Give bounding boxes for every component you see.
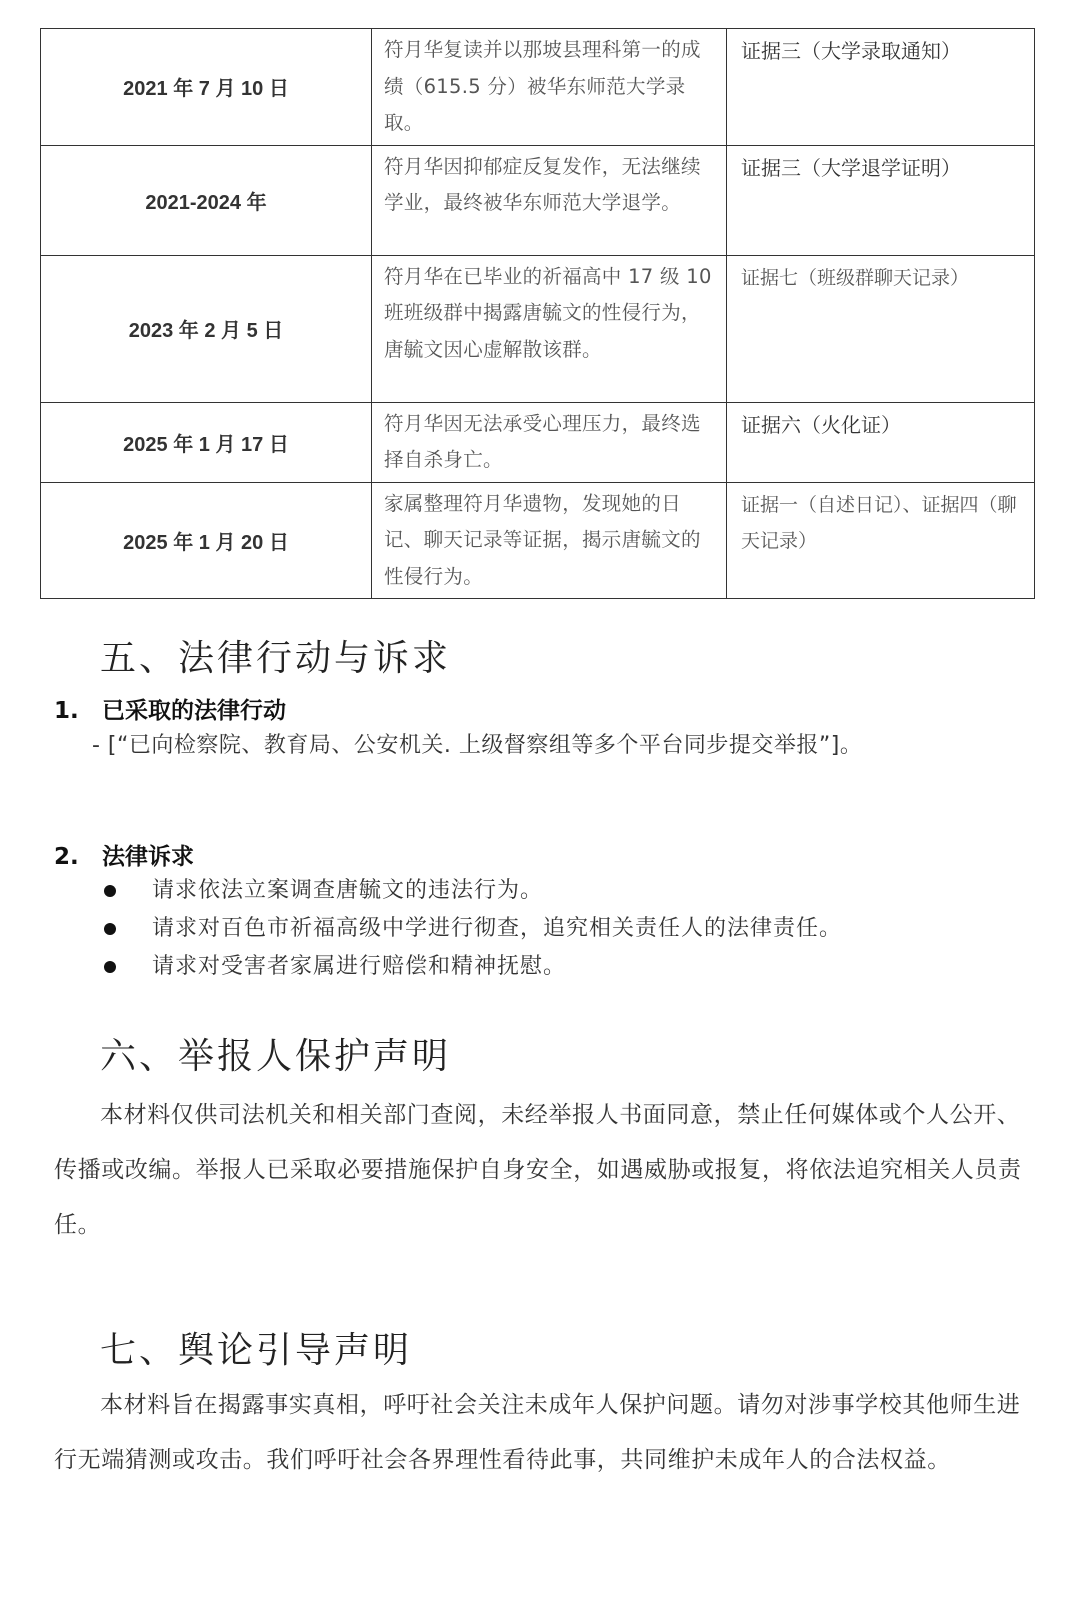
evidence-cell: 证据七（班级群聊天记录）	[727, 255, 1035, 402]
subheading-number: 2.	[54, 844, 79, 870]
subheading-number: 1.	[54, 698, 79, 724]
evidence-cell: 证据三（大学录取通知）	[727, 29, 1035, 146]
section-heading: 六、举报人保护声明	[100, 1036, 452, 1077]
section-heading: 五、法律行动与诉求	[100, 638, 452, 679]
section-heading: 七、舆论引导声明	[100, 1330, 413, 1371]
event-cell: 符月华在已毕业的祈福高中 17 级 10 班班级群中揭露唐毓文的性侵行为，唐毓文因心虚解散该群。	[372, 255, 727, 402]
evidence-cell: 证据三（大学退学证明）	[727, 145, 1035, 255]
event-cell: 符月华因抑郁症反复发作，无法继续学业，最终被华东师范大学退学。	[372, 145, 727, 255]
bullet-icon	[104, 885, 116, 897]
event-cell: 符月华因无法承受心理压力，最终选择自杀身亡。	[372, 402, 727, 482]
guidance-statement: 本材料旨在揭露事实真相，呼吁社会关注未成年人保护问题。请勿对涉事学校其他师生进行无端猜测或攻击。我们呼吁社会各界理性看待此事，共同维护未成年人的合法权益。	[54, 1392, 1021, 1473]
table-row	[41, 145, 1035, 255]
event-cell: 符月华复读并以那坡县理科第一的成绩（615.5 分）被华东师范大学录取。	[372, 29, 727, 146]
bullet-icon	[104, 923, 116, 935]
subheading-label: 已采取的法律行动	[102, 698, 286, 724]
date-cell: 2025 年 1 月 17 日	[41, 402, 372, 482]
table-row	[41, 482, 1035, 599]
subheading-legal-claims	[54, 838, 194, 871]
subheading-label: 法律诉求	[102, 844, 194, 870]
evidence-cell: 证据六（火化证）	[727, 402, 1035, 482]
table-row	[41, 29, 1035, 146]
table-row	[41, 255, 1035, 402]
evidence-cell: 证据一（自述日记）、证据四（聊天记录）	[727, 482, 1035, 599]
document-page: 2021 年 7 月 10 日 符月华复读并以那坡县理科第一的成绩（615.5 分）被华东师范大学录取。 证据三（大学录取通知） 2021-2024 年 符月华因抑郁症反复发作，无法继续学业，最终被华东师范大学退学。 证据三（大学退学证明） 2023 年 2 月 5 日 符月华在已毕业的祈福高中 17 级 10 班班级群中揭露唐毓文的性侵行为，唐毓文因心虚解散该群。 证据七（班级群聊天记录） 2025 年 1 月 17 日 符月华因无法承受心理压力，最终选择自杀身亡。 证据六（火化证） 2025 年 1 月 20 日 家属整理符月华遗物，发现她的日记、聊天记录等证据，揭示唐毓文的性侵行为。 证据一（自述日记）、证据四（聊天记录） 五、法律行动与诉求 1. 已采取的法律行动 - [“已向检察院、教育局、公安机关. 上级督察组等多个平台同步提交举报”]。 2. 法律诉求 请求依法立案调查唐毓文的违法行为。 请求对百色市祈福高级中学进行彻查，追究相关责任人的法律责任。 请求对受害者家属进行赔偿和精神抚慰。 六、举报人保护声明 本材料仅供司法机关和相关部门查阅，未经举报人书面同意，禁止任何媒体或个人公开、传播或改编。举报人已采取必要措施保护自身安全，如遇威胁或报复，将依法追究相关人员责任。 七、舆论引导声明 本材料旨在揭露事实真相，呼吁社会关注未成年人保护问题。请勿对涉事学校其他师生进行无端猜测或攻击。我们呼吁社会各界理性看待此事，共同维护未成年人的合法权益。	[0, 0, 1074, 1600]
subheading-legal-actions	[54, 692, 286, 725]
legal-actions-text: - [“已向检察院、教育局、公安机关. 上级督察组等多个平台同步提交举报”]。	[92, 733, 863, 758]
event-cell: 家属整理符月华遗物，发现她的日记、聊天记录等证据，揭示唐毓文的性侵行为。	[372, 482, 727, 599]
table-row	[41, 402, 1035, 482]
timeline-table	[40, 28, 1035, 599]
date-cell: 2021 年 7 月 10 日	[41, 29, 372, 146]
bullet-icon	[104, 961, 116, 973]
date-cell: 2021-2024 年	[41, 145, 372, 255]
protection-statement: 本材料仅供司法机关和相关部门查阅，未经举报人书面同意，禁止任何媒体或个人公开、传播或改编。举报人已采取必要措施保护自身安全，如遇威胁或报复，将依法追究相关人员责任。	[54, 1102, 1022, 1238]
date-cell: 2025 年 1 月 20 日	[41, 482, 372, 599]
date-cell: 2023 年 2 月 5 日	[41, 255, 372, 402]
